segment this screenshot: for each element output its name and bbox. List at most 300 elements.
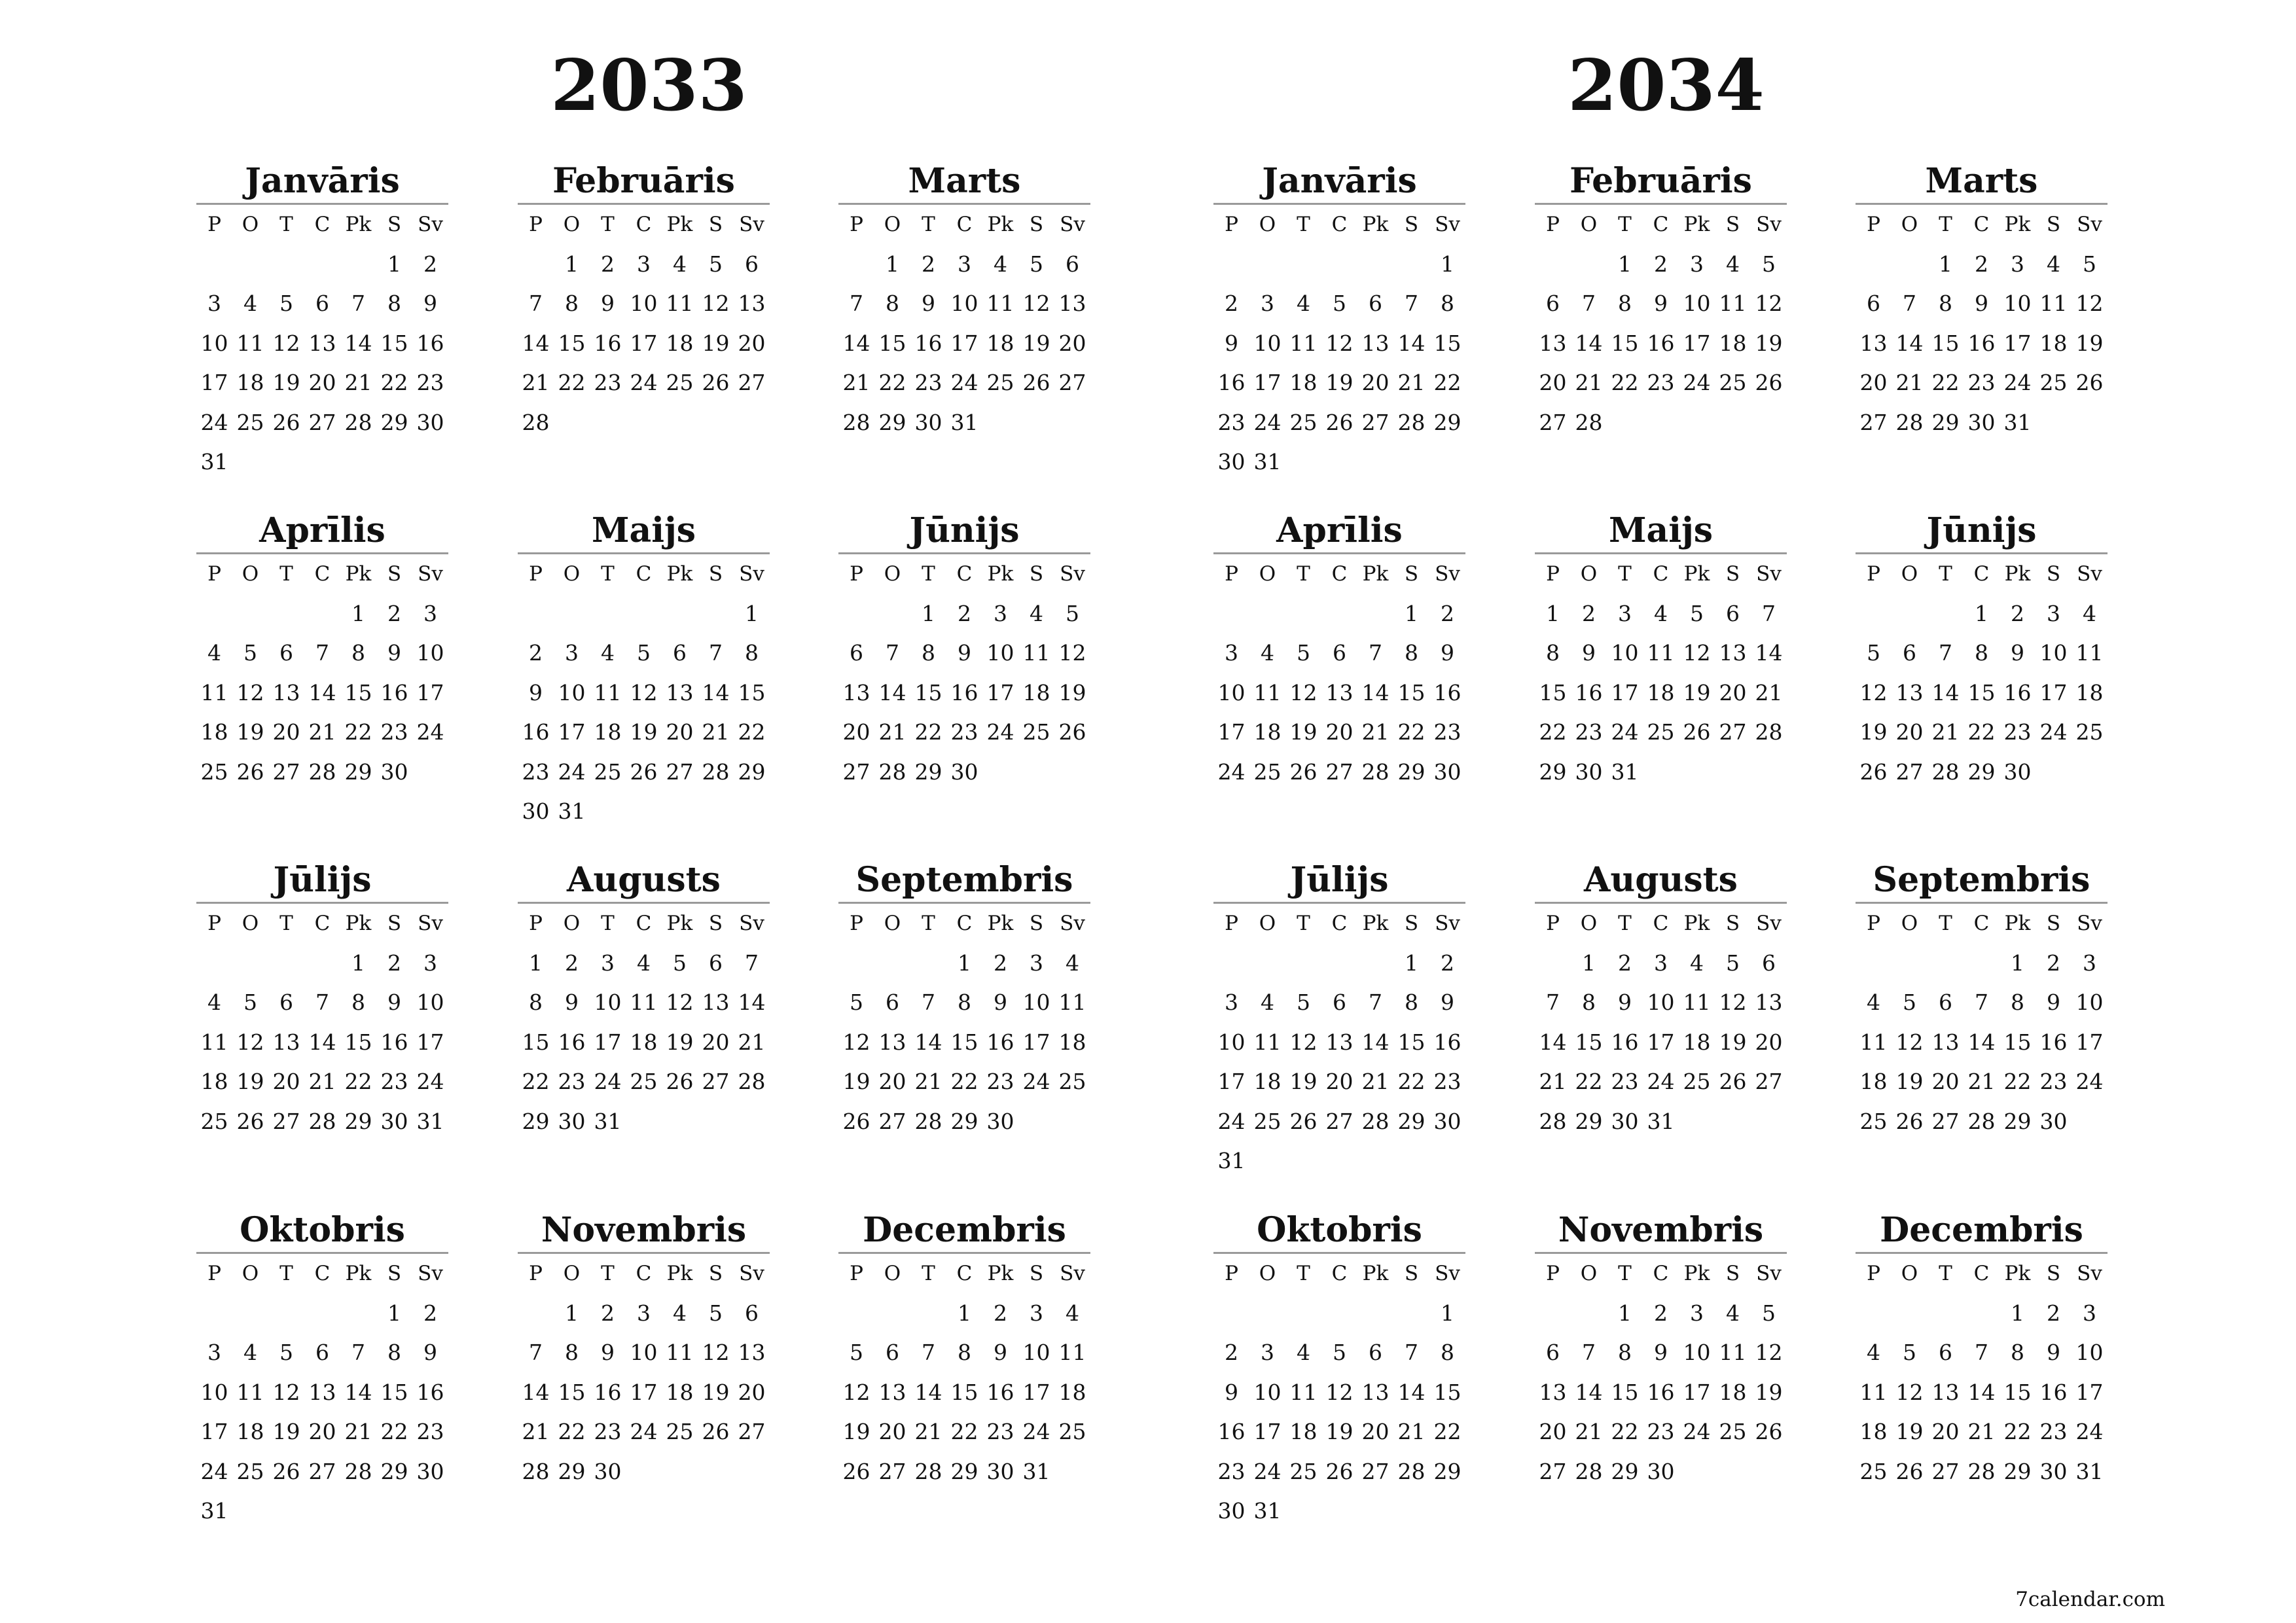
weekday-label: Sv bbox=[1435, 1262, 1460, 1285]
day-cell: 19 bbox=[1325, 370, 1354, 395]
empty-cell bbox=[340, 245, 376, 285]
weekday-label: T bbox=[279, 562, 293, 586]
day-cell: 17 bbox=[2003, 330, 2032, 356]
day-cell: 23 bbox=[2039, 1419, 2068, 1444]
day-cell: 18 bbox=[1719, 1379, 1747, 1405]
day-cell: 13 bbox=[1895, 679, 1924, 705]
day-grid bbox=[1213, 904, 1465, 1181]
day-cell: 19 bbox=[842, 1069, 870, 1094]
day-cell: 30 bbox=[380, 758, 408, 785]
weekday-label: P bbox=[529, 562, 543, 586]
day-cell: 9 bbox=[1654, 1340, 1668, 1365]
day-cell: 10 bbox=[986, 640, 1014, 666]
empty-cell bbox=[1393, 1294, 1429, 1334]
day-cell: 28 bbox=[1397, 1458, 1426, 1484]
month-name: Janvāris bbox=[1262, 161, 1417, 201]
day-cell: 1 bbox=[1405, 950, 1418, 976]
day-cell: 31 bbox=[1253, 1498, 1282, 1524]
day-cell: 15 bbox=[1397, 679, 1426, 705]
day-cell: 9 bbox=[958, 640, 971, 666]
day-cell: 6 bbox=[1369, 291, 1382, 316]
empty-cell bbox=[1213, 594, 1249, 634]
weekday-label: S bbox=[387, 213, 402, 236]
weekday-label: C bbox=[314, 1262, 331, 1285]
weekday-label: Pk bbox=[1683, 1262, 1710, 1285]
day-cell: 29 bbox=[1931, 409, 1960, 435]
empty-cell bbox=[1892, 944, 1928, 984]
day-cell: 9 bbox=[387, 990, 401, 1015]
day-cell: 15 bbox=[380, 1379, 408, 1405]
weekday-label: Pk bbox=[2004, 912, 2031, 935]
day-cell: 15 bbox=[1433, 1379, 1462, 1405]
weekday-label: P bbox=[1546, 1262, 1560, 1285]
empty-cell bbox=[1856, 944, 1892, 984]
day-cell: 18 bbox=[1289, 1419, 1318, 1444]
month-block bbox=[838, 509, 1090, 792]
day-cell: 9 bbox=[565, 990, 579, 1015]
day-grid bbox=[518, 1254, 770, 1491]
day-cell: 2 bbox=[565, 950, 579, 976]
weekday-label: T bbox=[922, 1262, 935, 1285]
day-cell: 10 bbox=[200, 1379, 228, 1405]
day-cell: 18 bbox=[1647, 679, 1675, 705]
weekday-label: C bbox=[1331, 1262, 1348, 1285]
month-block bbox=[518, 1209, 770, 1491]
day-cell: 12 bbox=[236, 679, 264, 705]
day-cell: 18 bbox=[594, 719, 622, 745]
day-cell: 6 bbox=[1333, 990, 1346, 1015]
day-cell: 7 bbox=[1405, 291, 1418, 316]
empty-cell bbox=[1285, 1294, 1321, 1334]
day-cell: 17 bbox=[558, 719, 586, 745]
weekday-label: S bbox=[1029, 562, 1044, 586]
day-cell: 5 bbox=[709, 1300, 723, 1326]
day-cell: 25 bbox=[1719, 370, 1747, 395]
weekday-label: P bbox=[207, 562, 221, 586]
weekday-label: S bbox=[1725, 1262, 1740, 1285]
day-cell: 28 bbox=[1967, 1108, 1996, 1134]
day-cell: 21 bbox=[344, 370, 372, 395]
weekday-label: P bbox=[529, 912, 543, 935]
day-cell: 16 bbox=[950, 679, 978, 705]
weekday-label: T bbox=[1939, 562, 1952, 586]
day-cell: 22 bbox=[914, 719, 942, 745]
day-cell: 3 bbox=[207, 291, 221, 316]
weekday-label: Sv bbox=[2077, 912, 2102, 935]
day-cell: 27 bbox=[842, 758, 870, 785]
day-cell: 23 bbox=[1575, 719, 1603, 745]
day-grid bbox=[838, 1254, 1090, 1491]
day-cell: 15 bbox=[1433, 330, 1462, 356]
day-cell: 21 bbox=[1361, 1069, 1390, 1094]
day-cell: 12 bbox=[1719, 990, 1747, 1015]
day-cell: 2 bbox=[423, 251, 437, 277]
weekday-label: T bbox=[1297, 213, 1310, 236]
day-cell: 26 bbox=[1022, 370, 1050, 395]
day-cell: 6 bbox=[886, 990, 899, 1015]
day-cell: 23 bbox=[914, 370, 942, 395]
weekday-label: Pk bbox=[666, 912, 693, 935]
day-cell: 20 bbox=[1361, 370, 1390, 395]
day-cell: 11 bbox=[1058, 1340, 1086, 1365]
day-cell: 12 bbox=[1022, 291, 1050, 316]
day-cell: 28 bbox=[344, 1458, 372, 1484]
day-cell: 6 bbox=[1726, 600, 1740, 626]
day-cell: 17 bbox=[1611, 679, 1639, 705]
weekday-label: C bbox=[956, 213, 973, 236]
weekday-label: C bbox=[1331, 213, 1348, 236]
weekday-label: C bbox=[1973, 562, 1990, 586]
day-cell: 16 bbox=[2003, 679, 2032, 705]
day-cell: 8 bbox=[529, 990, 543, 1015]
day-cell: 18 bbox=[1289, 370, 1318, 395]
day-cell: 14 bbox=[1895, 330, 1924, 356]
day-cell: 28 bbox=[522, 1458, 550, 1484]
day-cell: 27 bbox=[1058, 370, 1086, 395]
day-cell: 25 bbox=[630, 1069, 658, 1094]
day-cell: 8 bbox=[1405, 640, 1418, 666]
empty-cell bbox=[1249, 1294, 1285, 1334]
day-cell: 2 bbox=[922, 251, 935, 277]
weekday-label: S bbox=[1404, 1262, 1419, 1285]
empty-cell bbox=[910, 1294, 946, 1334]
empty-cell bbox=[1928, 944, 1964, 984]
day-cell: 21 bbox=[1931, 719, 1960, 745]
weekday-label: P bbox=[529, 213, 543, 236]
day-cell: 9 bbox=[2011, 640, 2024, 666]
day-cell: 23 bbox=[1433, 1069, 1462, 1094]
day-cell: 27 bbox=[878, 1458, 906, 1484]
day-cell: 9 bbox=[1441, 640, 1454, 666]
day-cell: 23 bbox=[1611, 1069, 1639, 1094]
day-cell: 25 bbox=[1253, 1108, 1282, 1134]
day-cell: 23 bbox=[380, 1069, 408, 1094]
day-cell: 30 bbox=[2039, 1108, 2068, 1134]
day-cell: 16 bbox=[986, 1029, 1014, 1055]
day-cell: 8 bbox=[958, 990, 971, 1015]
day-cell: 25 bbox=[2075, 719, 2104, 745]
weekday-label: T bbox=[279, 1262, 293, 1285]
day-cell: 7 bbox=[1546, 990, 1560, 1015]
day-cell: 22 bbox=[1539, 719, 1567, 745]
day-cell: 13 bbox=[738, 1340, 766, 1365]
day-cell: 2 bbox=[423, 1300, 437, 1326]
weekday-label: Pk bbox=[345, 562, 372, 586]
day-cell: 12 bbox=[236, 1029, 264, 1055]
day-cell: 16 bbox=[380, 679, 408, 705]
day-cell: 10 bbox=[2003, 291, 2032, 316]
day-cell: 22 bbox=[738, 719, 766, 745]
day-cell: 18 bbox=[236, 370, 264, 395]
day-cell: 24 bbox=[1253, 409, 1282, 435]
day-cell: 8 bbox=[351, 990, 365, 1015]
day-cell: 19 bbox=[236, 719, 264, 745]
day-cell: 1 bbox=[351, 600, 365, 626]
day-cell: 23 bbox=[1217, 409, 1246, 435]
day-cell: 24 bbox=[1022, 1069, 1050, 1094]
empty-cell bbox=[1856, 1294, 1892, 1334]
day-cell: 7 bbox=[1975, 1340, 1988, 1365]
day-cell: 21 bbox=[308, 719, 336, 745]
empty-cell bbox=[1285, 594, 1321, 634]
weekday-label: Pk bbox=[987, 1262, 1014, 1285]
day-cell: 23 bbox=[1433, 719, 1462, 745]
month-name: Aprīlis bbox=[1276, 510, 1403, 550]
day-cell: 22 bbox=[522, 1069, 550, 1094]
day-cell: 25 bbox=[236, 1458, 264, 1484]
day-cell: 7 bbox=[315, 640, 329, 666]
month-name: Decembris bbox=[863, 1210, 1066, 1250]
day-cell: 10 bbox=[200, 330, 228, 356]
weekday-label: P bbox=[850, 912, 863, 935]
day-cell: 26 bbox=[702, 370, 730, 395]
day-cell: 17 bbox=[2075, 1379, 2104, 1405]
day-cell: 19 bbox=[236, 1069, 264, 1094]
day-cell: 27 bbox=[272, 758, 300, 785]
empty-cell bbox=[1571, 245, 1607, 285]
day-cell: 13 bbox=[842, 679, 870, 705]
day-cell: 15 bbox=[558, 1379, 586, 1405]
weekday-label: P bbox=[1867, 562, 1880, 586]
day-cell: 12 bbox=[1325, 1379, 1354, 1405]
day-cell: 13 bbox=[1755, 990, 1783, 1015]
day-cell: 26 bbox=[1895, 1458, 1924, 1484]
weekday-label: C bbox=[1973, 1262, 1990, 1285]
day-cell: 29 bbox=[1433, 409, 1462, 435]
day-cell: 19 bbox=[272, 370, 300, 395]
weekday-label: S bbox=[1029, 1262, 1044, 1285]
day-cell: 11 bbox=[666, 291, 694, 316]
day-cell: 6 bbox=[673, 640, 687, 666]
day-cell: 5 bbox=[1867, 640, 1880, 666]
day-cell: 25 bbox=[200, 758, 228, 785]
day-cell: 18 bbox=[1683, 1029, 1711, 1055]
weekday-label: O bbox=[563, 562, 581, 586]
day-cell: 4 bbox=[2047, 251, 2060, 277]
day-cell: 30 bbox=[558, 1108, 586, 1134]
day-cell: 3 bbox=[1261, 1340, 1274, 1365]
day-cell: 31 bbox=[200, 1498, 228, 1524]
day-cell: 6 bbox=[745, 251, 759, 277]
weekday-label: O bbox=[242, 213, 259, 236]
day-cell: 14 bbox=[308, 1029, 336, 1055]
day-cell: 1 bbox=[2011, 1300, 2024, 1326]
empty-cell bbox=[1357, 245, 1393, 285]
day-cell: 23 bbox=[986, 1069, 1014, 1094]
day-cell: 7 bbox=[1975, 990, 1988, 1015]
day-cell: 26 bbox=[842, 1458, 870, 1484]
empty-cell bbox=[1856, 594, 1892, 634]
day-cell: 24 bbox=[1647, 1069, 1675, 1094]
month-name: Jūnijs bbox=[1926, 510, 2037, 550]
weekday-label: Sv bbox=[1756, 562, 1782, 586]
day-cell: 21 bbox=[1967, 1069, 1996, 1094]
day-cell: 3 bbox=[601, 950, 615, 976]
weekday-label: T bbox=[922, 562, 935, 586]
month-block bbox=[838, 1209, 1090, 1491]
empty-cell bbox=[196, 1294, 232, 1334]
day-cell: 5 bbox=[1333, 291, 1346, 316]
weekday-label: Pk bbox=[1362, 912, 1389, 935]
day-cell: 3 bbox=[637, 251, 651, 277]
empty-cell bbox=[662, 594, 698, 634]
day-cell: 19 bbox=[1683, 679, 1711, 705]
weekday-label: Pk bbox=[987, 562, 1014, 586]
day-cell: 14 bbox=[1397, 330, 1426, 356]
day-cell: 13 bbox=[878, 1379, 906, 1405]
weekday-label: O bbox=[1901, 912, 1918, 935]
day-cell: 7 bbox=[709, 640, 723, 666]
day-cell: 15 bbox=[1967, 679, 1996, 705]
day-cell: 8 bbox=[922, 640, 935, 666]
weekday-label: P bbox=[1546, 912, 1560, 935]
weekday-label: P bbox=[1546, 562, 1560, 586]
day-cell: 25 bbox=[1859, 1108, 1888, 1134]
day-cell: 31 bbox=[2003, 409, 2032, 435]
day-cell: 6 bbox=[279, 990, 293, 1015]
weekday-label: T bbox=[1618, 1262, 1632, 1285]
day-cell: 19 bbox=[1719, 1029, 1747, 1055]
weekday-label: Sv bbox=[1756, 1262, 1782, 1285]
weekday-label: O bbox=[884, 912, 901, 935]
day-cell: 12 bbox=[1289, 1029, 1318, 1055]
weekday-label: Pk bbox=[666, 213, 693, 236]
day-cell: 1 bbox=[745, 600, 759, 626]
day-cell: 9 bbox=[529, 679, 543, 705]
day-cell: 8 bbox=[1441, 1340, 1454, 1365]
weekday-label: Pk bbox=[666, 562, 693, 586]
day-cell: 22 bbox=[1967, 719, 1996, 745]
day-cell: 4 bbox=[207, 990, 221, 1015]
weekday-label: Pk bbox=[345, 912, 372, 935]
weekday-label: O bbox=[1259, 213, 1276, 236]
day-cell: 14 bbox=[1967, 1379, 1996, 1405]
day-cell: 19 bbox=[1325, 1419, 1354, 1444]
month-block bbox=[1856, 160, 2108, 442]
day-cell: 16 bbox=[1575, 679, 1603, 705]
day-cell: 26 bbox=[1719, 1069, 1747, 1094]
day-grid bbox=[1856, 1254, 2108, 1491]
empty-cell bbox=[1571, 1294, 1607, 1334]
day-cell: 11 bbox=[1253, 679, 1282, 705]
day-cell: 14 bbox=[738, 990, 766, 1015]
day-cell: 19 bbox=[702, 330, 730, 356]
day-cell: 9 bbox=[922, 291, 935, 316]
day-cell: 2 bbox=[601, 1300, 615, 1326]
month-block bbox=[838, 859, 1090, 1141]
day-cell: 23 bbox=[594, 370, 622, 395]
empty-cell bbox=[626, 594, 662, 634]
day-cell: 5 bbox=[1903, 1340, 1916, 1365]
day-cell: 27 bbox=[1895, 758, 1924, 785]
weekday-label: C bbox=[1653, 213, 1669, 236]
day-cell: 21 bbox=[1397, 370, 1426, 395]
day-cell: 3 bbox=[1261, 291, 1274, 316]
weekday-label: O bbox=[1580, 213, 1598, 236]
day-cell: 20 bbox=[1755, 1029, 1783, 1055]
day-cell: 12 bbox=[666, 990, 694, 1015]
weekday-label: C bbox=[956, 1262, 973, 1285]
day-cell: 26 bbox=[1859, 758, 1888, 785]
day-cell: 17 bbox=[2039, 679, 2068, 705]
day-cell: 23 bbox=[950, 719, 978, 745]
day-cell: 13 bbox=[1325, 679, 1354, 705]
day-cell: 5 bbox=[1297, 990, 1310, 1015]
day-cell: 17 bbox=[1217, 719, 1246, 745]
day-cell: 17 bbox=[1022, 1029, 1050, 1055]
day-cell: 30 bbox=[986, 1458, 1014, 1484]
day-cell: 22 bbox=[950, 1069, 978, 1094]
empty-cell bbox=[232, 944, 268, 984]
weekday-label: O bbox=[1901, 562, 1918, 586]
month-name: Maijs bbox=[591, 510, 696, 550]
day-cell: 27 bbox=[1931, 1458, 1960, 1484]
weekday-label: S bbox=[1404, 562, 1419, 586]
day-cell: 14 bbox=[1755, 640, 1783, 666]
day-cell: 7 bbox=[351, 291, 365, 316]
day-cell: 27 bbox=[1325, 1108, 1354, 1134]
day-cell: 26 bbox=[702, 1419, 730, 1444]
day-cell: 1 bbox=[351, 950, 365, 976]
day-cell: 19 bbox=[666, 1029, 694, 1055]
day-cell: 17 bbox=[200, 1419, 228, 1444]
day-cell: 5 bbox=[243, 640, 257, 666]
day-cell: 2 bbox=[2011, 600, 2024, 626]
weekday-label: T bbox=[1939, 1262, 1952, 1285]
day-cell: 3 bbox=[207, 1340, 221, 1365]
weekday-label: C bbox=[1653, 1262, 1669, 1285]
day-cell: 20 bbox=[738, 330, 766, 356]
weekday-label: O bbox=[1259, 562, 1276, 586]
month-name: Februāris bbox=[1570, 161, 1752, 201]
weekday-label: C bbox=[636, 1262, 652, 1285]
day-cell: 4 bbox=[1690, 950, 1704, 976]
day-cell: 2 bbox=[1225, 1340, 1238, 1365]
day-cell: 24 bbox=[416, 719, 444, 745]
day-cell: 14 bbox=[842, 330, 870, 356]
day-cell: 11 bbox=[1859, 1379, 1888, 1405]
day-cell: 13 bbox=[1539, 330, 1567, 356]
day-cell: 11 bbox=[594, 679, 622, 705]
day-cell: 5 bbox=[1903, 990, 1916, 1015]
day-cell: 11 bbox=[986, 291, 1014, 316]
weekday-label: Pk bbox=[2004, 562, 2031, 586]
day-cell: 11 bbox=[236, 330, 264, 356]
day-grid bbox=[838, 904, 1090, 1141]
empty-cell bbox=[232, 594, 268, 634]
day-cell: 29 bbox=[914, 758, 942, 785]
day-cell: 19 bbox=[1289, 719, 1318, 745]
day-cell: 21 bbox=[1967, 1419, 1996, 1444]
month-block bbox=[1213, 509, 1465, 792]
day-cell: 10 bbox=[950, 291, 978, 316]
day-cell: 11 bbox=[1058, 990, 1086, 1015]
day-cell: 2 bbox=[387, 600, 401, 626]
day-cell: 6 bbox=[1939, 1340, 1952, 1365]
weekday-label: Sv bbox=[1060, 912, 1085, 935]
day-cell: 19 bbox=[1895, 1419, 1924, 1444]
weekday-label: T bbox=[1297, 562, 1310, 586]
day-cell: 4 bbox=[243, 291, 257, 316]
month-block bbox=[1535, 1209, 1787, 1491]
day-cell: 24 bbox=[558, 758, 586, 785]
day-grid bbox=[1213, 554, 1465, 792]
day-cell: 19 bbox=[1022, 330, 1050, 356]
day-cell: 8 bbox=[387, 1340, 401, 1365]
day-cell: 14 bbox=[1539, 1029, 1567, 1055]
day-cell: 5 bbox=[709, 251, 723, 277]
empty-cell bbox=[874, 944, 910, 984]
